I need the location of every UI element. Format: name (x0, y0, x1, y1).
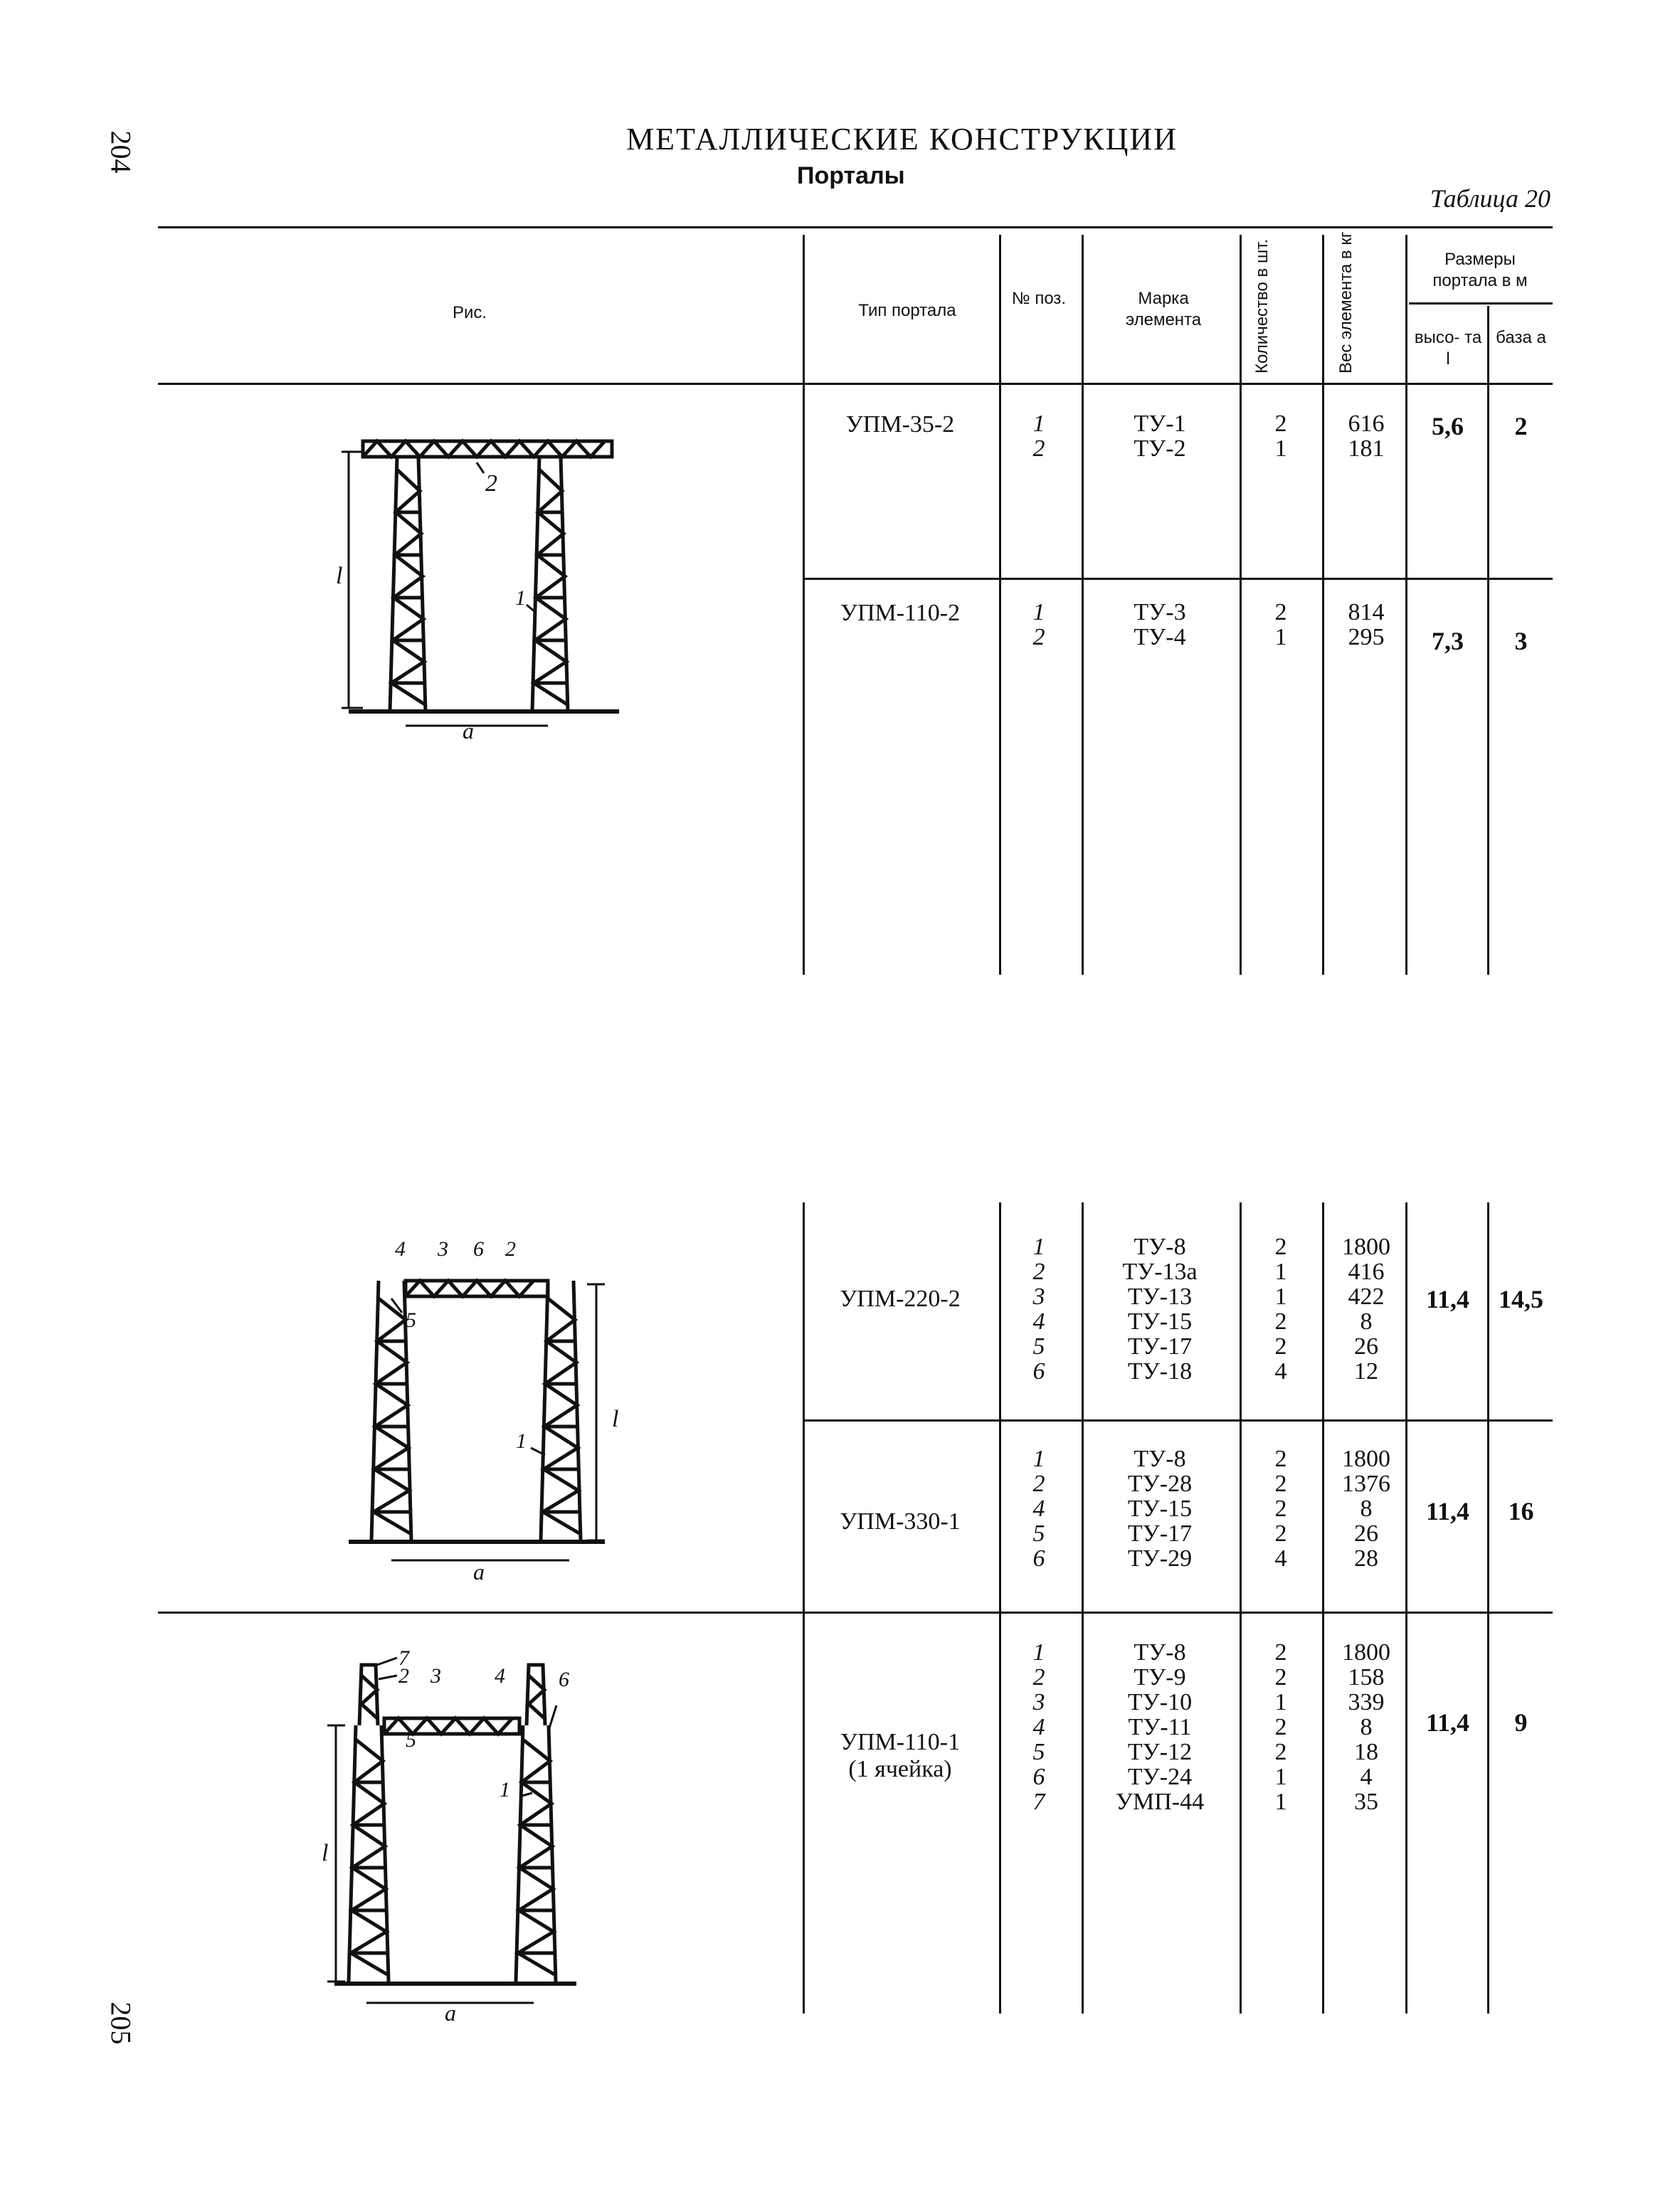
fig2-callout-4: 4 (395, 1237, 406, 1261)
fig2-callout-2: 2 (505, 1237, 516, 1261)
row-rule-2 (803, 1419, 1553, 1422)
col-divider-dims (1405, 235, 1407, 975)
qty-list-2: 2 1 (1274, 599, 1287, 650)
col-divider-height (1487, 306, 1489, 975)
height-3: 11,4 (1425, 1285, 1469, 1313)
weight-list-4: 1800 1376 8 26 28 (1342, 1446, 1390, 1572)
fig3-dim-a: a (445, 2000, 456, 2024)
col-divider-weight-lower (1322, 1202, 1324, 2014)
portal-type-2: УПМ-110-2 (840, 600, 961, 626)
page-number-top: 204 (105, 130, 137, 174)
fig2-callout-3: 3 (438, 1237, 448, 1261)
pos-list-1: 1 2 (1032, 411, 1045, 462)
header-base: база a (1496, 328, 1546, 347)
height-5: 11,4 (1425, 1708, 1469, 1737)
col-divider-pos-lower (999, 1202, 1001, 2014)
header-qty: Количество в шт. (1252, 238, 1272, 374)
table-top-rule (158, 226, 1553, 228)
fig2-dim-l: l (612, 1406, 619, 1432)
qty-list-1: 2 1 (1274, 411, 1287, 462)
fig3-callout-7: 7 (398, 1646, 409, 1670)
mark-list-4: ТУ-8 ТУ-28 ТУ-15 ТУ-17 ТУ-29 (1127, 1446, 1193, 1572)
qty-list-4: 2 2 2 2 4 (1274, 1446, 1287, 1572)
pos-list-3: 1 2 3 4 5 6 (1032, 1234, 1045, 1385)
mark-list-1: ТУ-1 ТУ-2 (1134, 411, 1186, 462)
base-1: 2 (1514, 412, 1528, 440)
row-rule-1 (803, 578, 1553, 580)
weight-list-2: 814 295 (1348, 599, 1385, 650)
weight-list-1: 616 181 (1348, 411, 1385, 462)
qty-list-3: 2 1 1 2 2 4 (1274, 1234, 1287, 1385)
section-title: МЕТАЛЛИЧЕСКИЕ КОНСТРУКЦИИ (626, 122, 1178, 157)
header-mark: Марка элемента (1125, 289, 1202, 329)
fig1-callout-2: 2 (485, 470, 497, 497)
base-3: 14,5 (1499, 1285, 1543, 1313)
pos-list-2: 1 2 (1032, 599, 1045, 650)
header-pos: № поз. (1011, 289, 1067, 308)
col-divider-weight (1322, 235, 1324, 975)
table-number: Таблица 20 (1430, 184, 1550, 213)
portal-type-1: УПМ-35-2 (845, 411, 955, 438)
fig1-dim-l: l (336, 563, 343, 589)
portal-type-5 (811, 1729, 989, 1783)
qty-list-5: 2 2 1 2 2 1 1 (1274, 1639, 1287, 1815)
fig2-dim-a: a (473, 1559, 485, 1584)
fig3-callout-1: 1 (500, 1778, 510, 1802)
fig1-callout-1: 1 (515, 586, 526, 610)
weight-list-3: 1800 416 422 8 26 12 (1342, 1234, 1390, 1385)
col-divider-mark-lower (1082, 1202, 1084, 2014)
fig3-callout-6: 6 (559, 1668, 569, 1691)
mark-list-5: ТУ-8 ТУ-9 ТУ-10 ТУ-11 ТУ-12 ТУ-24 УМП-44 (1115, 1639, 1205, 1815)
portal-drawing-2 (334, 1220, 633, 1590)
height-4: 11,4 (1425, 1497, 1469, 1525)
height-1: 5,6 (1432, 412, 1464, 440)
fig2-callout-6: 6 (473, 1237, 484, 1261)
portal-type-5-note: (1 ячейка) (848, 1756, 952, 1782)
height-2: 7,3 (1432, 627, 1464, 655)
col-divider-height-lower (1487, 1202, 1489, 2014)
col-divider-dims-lower (1405, 1202, 1407, 2014)
row-rule-3 (158, 1612, 1553, 1614)
col-divider-qty (1240, 235, 1242, 975)
base-5: 9 (1514, 1708, 1528, 1737)
header-weight: Вес элемента в кг (1336, 231, 1356, 374)
col-divider-qty-lower (1240, 1202, 1242, 2014)
base-4: 16 (1508, 1497, 1534, 1525)
fig3-callout-3: 3 (430, 1664, 441, 1688)
mark-list-2: ТУ-3 ТУ-4 (1134, 599, 1186, 650)
portal-type-5-name: УПМ-110-1 (840, 1729, 961, 1755)
fig1-dim-a: a (463, 718, 474, 744)
header-type: Тип портала (858, 301, 956, 320)
header-dims: Размеры портала в м (1432, 250, 1528, 290)
fig2-callout-1: 1 (516, 1429, 527, 1453)
header-height: высо- та l (1414, 328, 1482, 369)
pos-list-4: 1 2 4 5 6 (1032, 1446, 1045, 1572)
col-divider-type-lower (803, 1202, 805, 2014)
fig3-callout-5: 5 (406, 1728, 416, 1752)
fig2-callout-5: 5 (406, 1308, 416, 1332)
pos-list-5: 1 2 3 4 5 6 7 (1032, 1639, 1045, 1815)
base-2: 3 (1514, 627, 1528, 655)
portal-type-3: УПМ-220-2 (840, 1286, 961, 1312)
table-subtitle: Порталы (797, 162, 905, 189)
mark-list-3: ТУ-8 ТУ-13а ТУ-13 ТУ-15 ТУ-17 ТУ-18 (1122, 1234, 1198, 1385)
fig3-callout-2: 2 (398, 1664, 409, 1688)
fig3-callout-4: 4 (495, 1664, 505, 1688)
page-number-bottom: 205 (105, 2001, 137, 2045)
weight-list-5: 1800 158 339 8 18 4 35 (1342, 1639, 1390, 1815)
col-divider-type (803, 235, 805, 975)
header-bottom-rule (158, 383, 1553, 385)
col-divider-mark (1082, 235, 1084, 975)
fig3-dim-l: l (322, 1840, 329, 1866)
col-divider-pos (999, 235, 1001, 975)
portal-drawing-3 (306, 1626, 612, 2024)
portal-type-4: УПМ-330-1 (840, 1508, 961, 1535)
portal-drawing-1 (334, 420, 633, 747)
header-fig: Рис. (452, 303, 487, 322)
dims-sub-rule (1409, 302, 1553, 305)
